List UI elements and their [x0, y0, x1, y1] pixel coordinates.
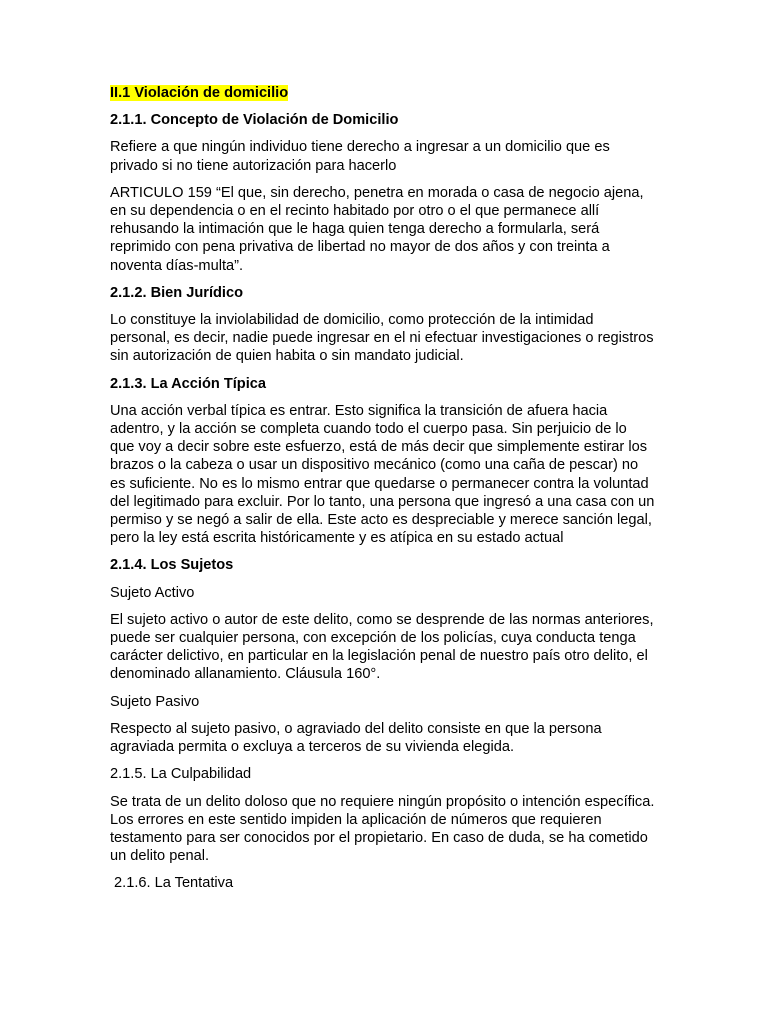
document-title [110, 84, 655, 102]
paragraph-culpabilidad: Se trata de un delito doloso que no requiere ningún propósito o intención específica. Los errores en este sentido impiden la aplicación de números que requieren testamento para ser conocidos por el propietario. En caso de duda, se ha cometido un delito penal. [110, 793, 655, 865]
heading-2-1-4: 2.1.4. Los Sujetos [110, 557, 234, 574]
paragraph-sujeto-pasivo: Respecto al sujeto pasivo, o agraviado del delito consiste en que la persona agraviada permita o excluya a terceros de su vivienda elegida. [110, 720, 602, 756]
heading-2-1-5: 2.1.5. La Culpabilidad [110, 766, 252, 783]
paragraph-sujeto-activo: El sujeto activo o autor de este delito, como se desprende de las normas anteriores, puede ser cualquier persona, con excepción de los policías, cuya conducta tenga carácter delictivo, en particular en la legislación penal de nuestro país otro delito, el denominado allanamiento. Cláusula 160°. [110, 611, 654, 683]
subheading-sujeto-activo: Sujeto Activo [110, 584, 195, 601]
paragraph-articulo-159: ARTICULO 159 “El que, sin derecho, penetra en morada o casa de negocio ajena, en su dependencia o en el recinto habitado por otro o el que permanece allí rehusando la intimación que le haga quien tenga derecho a formularla, será reprimido con pena privativa de libertad no mayor de dos años y con treinta a noventa días-multa”. [110, 184, 644, 274]
subheading-sujeto-pasivo: Sujeto Pasivo [110, 693, 200, 710]
paragraph-concepto: Refiere a que ningún individuo tiene derecho a ingresar a un domicilio que es privado si no tiene autorización para hacerlo [110, 139, 610, 174]
paragraph-bien-juridico: Lo constituye la inviolabilidad de domicilio, como protección de la intimidad personal, es decir, nadie puede ingresar en el ni efectuar investigaciones o registros sin autorización de quien habita o sin mandato judicial. [110, 312, 654, 365]
heading-2-1-1: 2.1.1. Concepto de Violación de Domicilio [110, 112, 399, 129]
title-highlight: II.1 Violación de domicilio [110, 85, 289, 101]
heading-2-1-2: 2.1.2. Bien Jurídico [110, 284, 244, 301]
heading-2-1-6: 2.1.6. La Tentativa [110, 875, 234, 892]
paragraph-accion-tipica: Una acción verbal típica es entrar. Esto significa la transición de afuera hacia adentro, y la acción se completa cuando todo el cuerpo pasa. Sin perjuicio de lo que voy a decir sobre este esfuerzo, está de más decir que simplemente estirar los brazos o la cabeza o usar un dispositivo mecánico (como una caña de pescar) no es suficiente. No es lo mismo entrar que quedarse o permanecer contra la voluntad del legitimado para excluir. Por lo tanto, una persona que ingresó a una casa con un permiso y se negó a salir de ella. Este acto es despreciable y merece sanción legal, pero la ley está escrita históricamente y es atípica en su estado actual [110, 402, 655, 547]
document-content [110, 84, 655, 893]
heading-2-1-3: 2.1.3. La Acción Típica [110, 375, 266, 392]
